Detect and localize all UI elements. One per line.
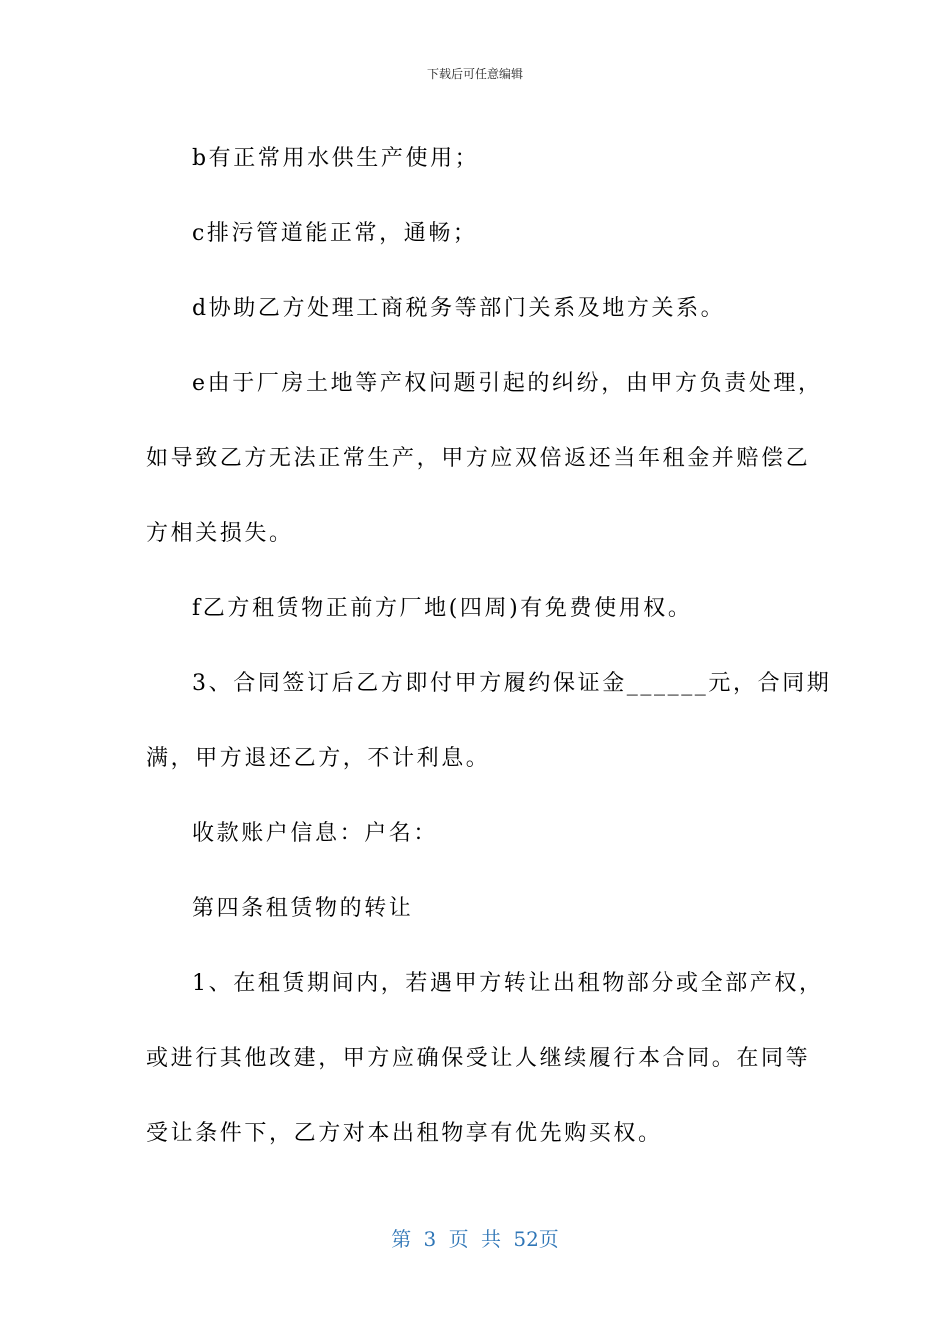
paragraph-c <box>146 196 806 271</box>
document-body <box>146 121 832 1171</box>
paragraph-line: 1、在租赁期间内，若遇甲方转让出租物部分或全部产权， <box>192 971 824 996</box>
page-header: 下载后可任意编辑 <box>426 67 523 81</box>
paragraph-f <box>146 571 806 646</box>
paragraph-d <box>146 271 806 346</box>
paragraph-line: c排污管道能正常，通畅； <box>192 221 478 246</box>
section-heading-line: 第四条租赁物的转让 <box>192 896 414 921</box>
paragraph-account-info <box>146 796 806 871</box>
paragraph-line: 受让条件下，乙方对本出租物享有优先购买权。 <box>146 1121 663 1146</box>
paragraph-line: f乙方租赁物正前方厂地(四周)有免费使用权。 <box>192 596 693 621</box>
paragraph-line: 3、合同签订后乙方即付甲方履约保证金______元，合同期 <box>192 671 832 696</box>
paragraph-line: 收款账户信息：户名： <box>192 821 439 846</box>
paragraph-line: 方相关损失。 <box>146 521 294 546</box>
paragraph-e <box>146 346 823 571</box>
paragraph-line: 满，甲方退还乙方，不计利息。 <box>146 746 491 771</box>
paragraph-line: b有正常用水供生产使用； <box>192 146 480 171</box>
paragraph-1 <box>146 946 824 1171</box>
page-number-footer: 第 3 页 共 52页 <box>391 1227 559 1251</box>
paragraph-b <box>146 121 806 196</box>
paragraph-line: 或进行其他改建，甲方应确保受让人继续履行本合同。在同等 <box>146 1046 811 1071</box>
section-heading-article-4 <box>146 871 806 946</box>
paragraph-3 <box>146 646 832 796</box>
paragraph-line: d协助乙方处理工商税务等部门关系及地方关系。 <box>192 296 726 321</box>
paragraph-line: 如导致乙方无法正常生产，甲方应双倍返还当年租金并赔偿乙 <box>146 446 811 471</box>
paragraph-line: e由于厂房土地等产权问题引起的纠纷，由甲方负责处理， <box>192 371 823 396</box>
